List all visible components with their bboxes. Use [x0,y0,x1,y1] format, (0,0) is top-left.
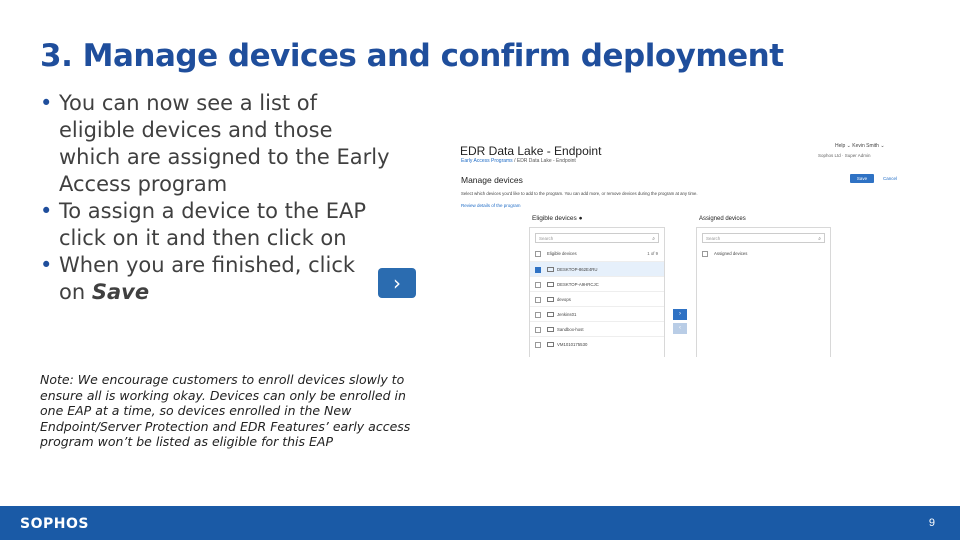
list-item[interactable] [530,276,664,292]
select-all-checkbox[interactable] [535,251,541,257]
eligible-count: 1 of 9 [647,251,658,256]
computer-icon [547,267,554,272]
list-header-label: Assigned devices [714,251,748,256]
bullet-dot-icon: • [40,199,53,223]
device-checkbox[interactable] [535,297,541,303]
eligible-search-input[interactable] [535,233,659,243]
eligible-panel [529,227,665,357]
computer-icon [547,282,554,287]
slide-title: 3. Manage devices and confirm deployment [40,38,784,74]
top-nav[interactable]: Help ⌄ Kevin Smith ⌄ [835,143,885,149]
device-checkbox[interactable] [535,312,541,318]
list-item[interactable] [530,261,664,277]
assigned-header: Assigned devices [699,216,746,222]
list-item[interactable] [530,321,664,337]
device-name: devops [557,297,571,302]
search-icon: ⌕ [818,236,821,242]
select-all-checkbox[interactable] [702,251,708,257]
save-button[interactable]: Save [850,174,874,183]
device-name: VM1010175530 [557,342,588,347]
device-checkbox[interactable] [535,267,541,273]
computer-icon [547,327,554,332]
list-header-label: Eligible devices [547,251,577,256]
search-icon: ⌕ [652,236,655,242]
device-name: DESKTOP-A9HRCJC [557,282,599,287]
eligible-header: Eligible devices ● [532,215,583,222]
bullet-item [40,198,420,252]
bullet-text: Access program [59,172,228,196]
bullet-dot-icon: • [40,91,53,115]
page-number: 9 [928,517,935,529]
move-left-button[interactable]: ‹ [673,323,687,334]
list-item[interactable] [530,291,664,307]
bullet-text: eligible devices and those [59,118,333,142]
computer-icon [547,342,554,347]
computer-icon [547,312,554,317]
move-right-arrow-icon: › [378,268,416,298]
breadcrumb-link[interactable]: Early Access Programs [461,158,513,164]
save-emphasis: Save [91,280,150,304]
bullet-item [40,90,420,198]
computer-icon [547,297,554,302]
bullet-dot-icon: • [40,253,53,277]
list-header-row [697,246,830,261]
search-placeholder: Search [706,236,721,241]
bullet-text: To assign a device to the EAP [59,199,367,223]
assigned-search-input[interactable] [702,233,825,243]
footer-bar [0,506,960,540]
breadcrumb-current: EDR Data Lake - Endpoint [516,158,576,164]
bullet-text-pre: on [59,280,92,304]
device-name: Sandbox-host [557,327,584,332]
breadcrumb-separator: / [512,158,517,164]
bullet-text: When you are finished, click [59,253,356,277]
note-text: Note: We encourage customers to enroll devices slowly to ensure all is working okay. Devices can only be enrolled in one EAP at a time, so devices enrolled in the New Endpoint/Server Protection and EDR Features’ early access program won’t be listed as eligible for this EAP [40,372,411,449]
sophos-logo: SOPHOS [20,516,89,532]
device-name: Jenkins01 [557,312,577,317]
review-link[interactable]: Review details of the program [461,203,521,208]
app-title: EDR Data Lake - Endpoint [460,144,602,158]
bullet-text: You can now see a list of [59,91,318,115]
device-name: DESKTOP-862E4RU [557,267,598,272]
bullet-list [40,90,420,306]
account-subnav: Sophos Ltd · Super Admin [818,153,871,158]
list-item[interactable] [530,306,664,322]
bullet-item [40,252,420,306]
embedded-screenshot [455,135,910,357]
bullet-text: which are assigned to the Early [59,145,390,169]
search-placeholder: Search [539,236,554,241]
section-title: Manage devices [461,175,523,185]
list-item[interactable] [530,336,664,352]
breadcrumb [461,158,576,164]
bullet-text [59,279,420,306]
cancel-link[interactable]: Cancel [883,176,898,181]
device-checkbox[interactable] [535,327,541,333]
instructions-text: Select which devices you'd like to add to the program. You can add more, or remove devices during the program at any time. [461,191,698,196]
move-right-button[interactable]: › [673,309,687,320]
device-checkbox[interactable] [535,342,541,348]
device-checkbox[interactable] [535,282,541,288]
assigned-panel [696,227,831,357]
list-header-row [530,246,664,261]
bullet-text: click on it and then click on [59,226,347,250]
